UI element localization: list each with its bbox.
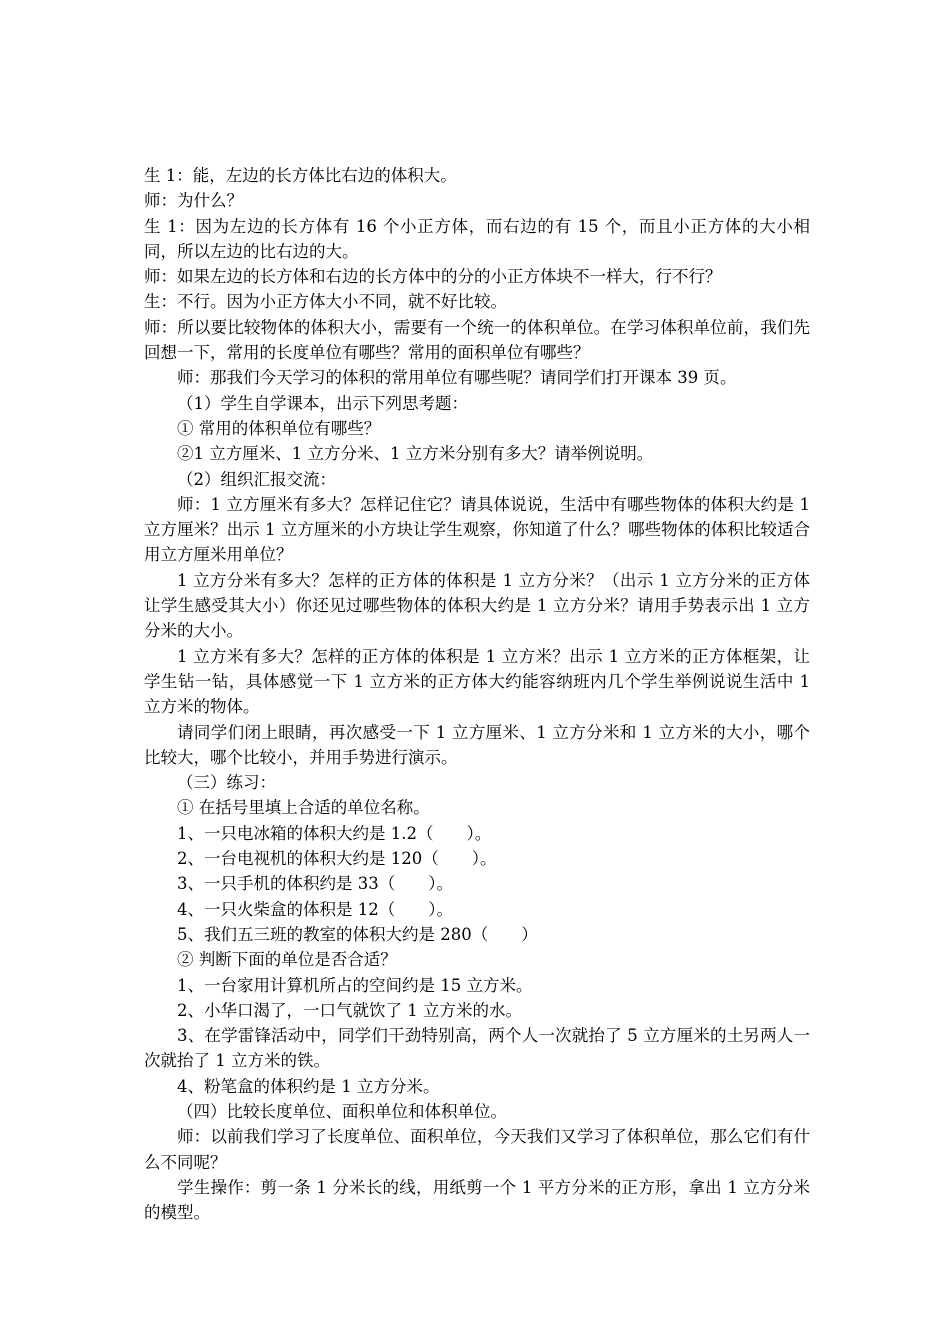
paragraph: 4、粉笔盒的体积约是 1 立方分米。 (177, 1076, 440, 1096)
paragraph: （2）组织汇报交流： (177, 469, 336, 489)
paragraph: （三）练习： (177, 773, 276, 793)
paragraph: 学生操作：剪一条 1 分米长的线，用纸剪一个 1 平方分米的正方形，拿出 1 立方分米的模型。 (144, 1177, 810, 1223)
paragraph: 5、我们五三班的教室的体积大约是 280（ ） (177, 924, 538, 944)
paragraph: 3、在学雷锋活动中，同学们干劲特别高，两个人一次就抬了 5 立方厘米的土另两人一次就抬了 1 立方米的铁。 (144, 1026, 810, 1071)
paragraph: 1、一台家用计算机所占的空间约是 15 立方米。 (177, 975, 533, 995)
paragraph: ① 在括号里填上合适的单位名称。 (177, 798, 430, 818)
paragraph: （1）学生自学课本，出示下列思考题： (177, 393, 468, 413)
paragraph: 师：那我们今天学习的体积的常用单位有哪些呢？请同学们打开课本 39 页。 (177, 368, 737, 388)
paragraph: 3、一只手机的体积约是 33（ ）。 (177, 874, 453, 894)
paragraph: 师：如果左边的长方体和右边的长方体中的分的小正方体块不一样大，行不行？ (144, 267, 722, 287)
paragraph: 2、小华口渴了，一口气就饮了 1 立方米的水。 (177, 1000, 522, 1020)
paragraph: 2、一台电视机的体积大约是 120（ ）。 (177, 849, 497, 869)
paragraph: 1、一只电冰箱的体积大约是 1.2（ ）。 (177, 823, 492, 843)
paragraph: 生：不行。因为小正方体大小不同，就不好比较。 (144, 292, 507, 312)
paragraph: 1 立方分米有多大？怎样的正方体的体积是 1 立方分米？（出示 1 立方分米的正方体让学生感受其大小）你还见过哪些物体的体积大约是 1 立方分米？请用手势表示出 1 立方分米的大小。 (144, 570, 810, 641)
paragraph: 师：为什么？ (144, 191, 243, 211)
paragraph: 4、一只火柴盒的体积是 12（ ）。 (177, 899, 453, 919)
paragraph: ① 常用的体积单位有哪些？ (177, 418, 381, 438)
paragraph: （四）比较长度单位、面积单位和体积单位。 (177, 1101, 507, 1121)
paragraph: 师：所以要比较物体的体积大小，需要有一个统一的体积单位。在学习体积单位前，我们先回想一下，常用的长度单位有哪些？常用的面积单位有哪些？ (144, 317, 810, 363)
paragraph: ② 判断下面的单位是否合适？ (177, 950, 397, 970)
paragraph: 生 1：因为左边的长方体有 16 个小正方体，而右边的有 15 个，而且小正方体的大小相同，所以左边的比右边的大。 (144, 216, 810, 261)
document-body (144, 163, 810, 1225)
paragraph: ②1 立方厘米、1 立方分米、1 立方米分别有多大？请举例说明。 (177, 444, 654, 464)
paragraph: 请同学们闭上眼睛，再次感受一下 1 立方厘米、1 立方分米和 1 立方米的大小，哪个比较大，哪个比较小，并用手势进行演示。 (144, 722, 810, 767)
paragraph: 师：1 立方厘米有多大？怎样记住它？请具体说说，生活中有哪些物体的体积大约是 1 立方厘米？出示 1 立方厘米的小方块让学生观察，你知道了什么？哪些物体的体积比较适合用立方厘米用单位？ (144, 494, 810, 565)
paragraph: 生 1：能，左边的长方体比右边的体积大。 (144, 166, 457, 185)
paragraph: 1 立方米有多大？怎样的正方体的体积是 1 立方米？出示 1 立方米的正方体框架，让学生钻一钻，具体感觉一下 1 立方米的正方体大约能容纳班内几个学生举例说说生活中 1 立方米的物体。 (144, 646, 810, 717)
paragraph: 师：以前我们学习了长度单位、面积单位，今天我们又学习了体积单位，那么它们有什么不同呢？ (144, 1127, 810, 1172)
